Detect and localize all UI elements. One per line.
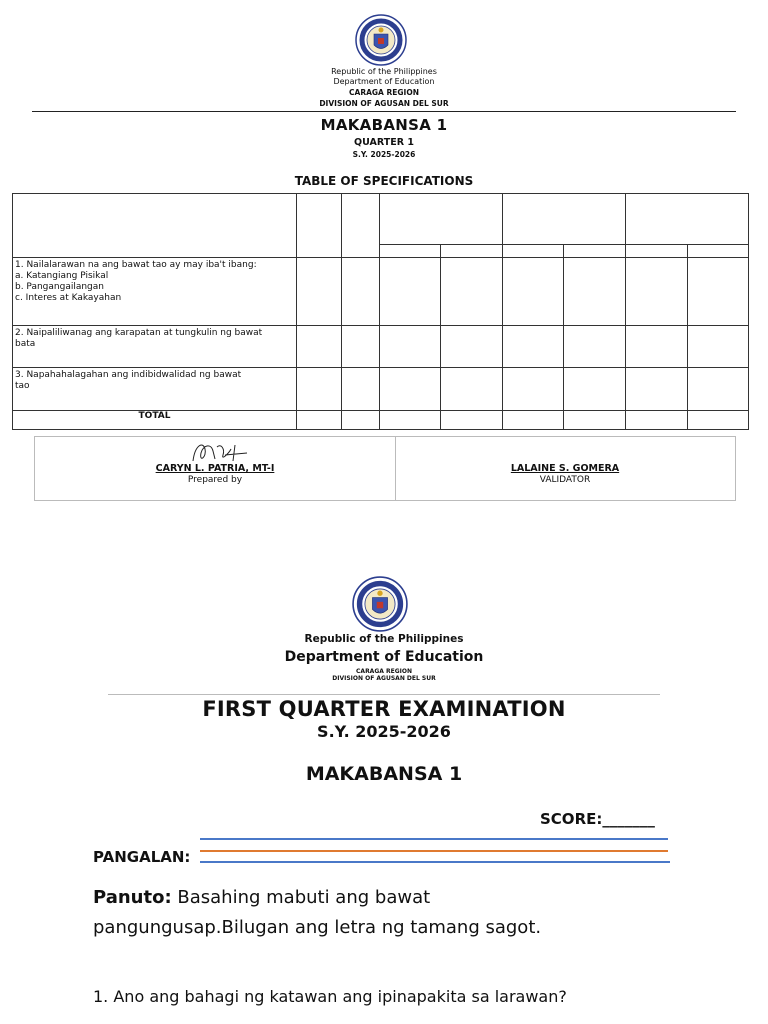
competency-line: 2. Naipaliliwanag ang karapatan at tungkulin ng bawat — [15, 328, 263, 338]
table-cell — [503, 368, 564, 411]
table-cell — [626, 258, 688, 326]
competency-line: c. Interes at Kakayahan — [15, 293, 122, 303]
region-text: CARAGA REGION — [356, 668, 412, 675]
header-rule — [32, 111, 736, 112]
exam-subject: MAKABANSA 1 — [305, 763, 463, 785]
department-text: Department of Education — [284, 649, 484, 665]
table-cell — [564, 326, 626, 368]
competency-line: bata — [15, 339, 36, 349]
table-cell — [342, 368, 380, 411]
division-text: DIVISION OF AGUSAN DEL SUR — [332, 675, 436, 682]
table-cell — [380, 368, 441, 411]
table-cell — [564, 368, 626, 411]
question-1: 1. Ano ang bahagi ng katawan ang ipinapakita sa larawan? — [93, 987, 567, 1006]
signature-box — [34, 436, 736, 501]
table-cell — [503, 326, 564, 368]
exam-title: FIRST QUARTER EXAMINATION — [202, 697, 566, 721]
header-cell — [503, 194, 626, 245]
table-cell — [297, 258, 342, 326]
subheader-cell — [503, 245, 564, 258]
division-text: DIVISION OF AGUSAN DEL SUR — [319, 99, 449, 108]
table-cell — [564, 258, 626, 326]
table-cell — [564, 411, 626, 430]
table-cell — [380, 411, 441, 430]
competency-line: 1. Nailalarawan na ang bawat tao ay may iba't ibang: — [15, 260, 257, 270]
republic-text: Republic of the Philippines — [304, 633, 464, 645]
competency-cell — [13, 258, 297, 326]
table-cell — [503, 411, 564, 430]
exam-school-year: S.Y. 2025-2026 — [317, 722, 451, 741]
table-cell — [688, 368, 749, 411]
validator-name: LALAINE S. GOMERA — [510, 463, 620, 474]
deped-seal-icon — [355, 14, 407, 66]
instructions-text-2: pangungusap.Bilugan ang letra ng tamang sagot. — [93, 917, 542, 938]
deped-seal-icon — [352, 576, 408, 632]
subheader-cell — [564, 245, 626, 258]
region-text: CARAGA REGION — [349, 88, 419, 97]
validator-role: VALIDATOR — [539, 475, 591, 485]
instructions-label: Panuto: — [93, 887, 172, 908]
table-cell — [688, 326, 749, 368]
total-label: TOTAL — [13, 411, 297, 430]
instructions — [93, 883, 693, 943]
subheader-cell — [626, 245, 688, 258]
table-cell — [626, 368, 688, 411]
table-row — [13, 368, 749, 411]
subheader-cell — [441, 245, 503, 258]
preparer-name: CARYN L. PATRIA, MT-I — [155, 463, 275, 474]
table-cell — [688, 258, 749, 326]
name-line-top — [200, 838, 668, 840]
table-cell — [297, 368, 342, 411]
competency-line: a. Katangiang Pisikal — [15, 271, 109, 281]
subheader-cell — [688, 245, 749, 258]
tos-subject-title: MAKABANSA 1 — [320, 116, 448, 134]
header-cell — [297, 194, 342, 258]
table-cell — [441, 258, 503, 326]
instructions-text-1: Basahing mabuti ang bawat — [171, 887, 431, 908]
competency-line: b. Pangangailangan — [15, 282, 104, 292]
table-cell — [342, 411, 380, 430]
signature-divider — [395, 437, 396, 500]
table-cell — [342, 258, 380, 326]
competency-cell — [13, 326, 297, 368]
header-rule — [108, 694, 660, 695]
name-line-middle — [200, 850, 668, 852]
score-label: SCORE:_______ — [540, 810, 655, 828]
preparer-role: Prepared by — [187, 475, 243, 485]
table-header-row — [13, 194, 749, 245]
tos-quarter: QUARTER 1 — [354, 137, 414, 148]
header-cell — [13, 194, 297, 258]
header-cell — [380, 194, 503, 245]
table-cell — [342, 326, 380, 368]
table-row — [13, 326, 749, 368]
competency-line: tao — [15, 381, 30, 391]
table-cell — [441, 368, 503, 411]
header-cell — [626, 194, 749, 245]
specifications-table — [12, 193, 749, 430]
table-row — [13, 258, 749, 326]
tos-title: TABLE OF SPECIFICATIONS — [294, 174, 474, 188]
table-cell — [380, 258, 441, 326]
table-cell — [441, 326, 503, 368]
tos-school-year: S.Y. 2025-2026 — [352, 150, 416, 159]
table-cell — [503, 258, 564, 326]
pangalan-label: PANGALAN: — [93, 848, 191, 866]
table-cell — [441, 411, 503, 430]
total-row — [13, 411, 749, 430]
table-cell — [297, 326, 342, 368]
table-cell — [626, 326, 688, 368]
table-cell — [297, 411, 342, 430]
competency-cell — [13, 368, 297, 411]
table-cell — [380, 326, 441, 368]
competency-line: 3. Napahahalagahan ang indibidwalidad ng bawat — [15, 370, 242, 380]
name-line-bottom — [200, 861, 670, 863]
table-cell — [626, 411, 688, 430]
subheader-cell — [380, 245, 441, 258]
table-cell — [688, 411, 749, 430]
header-cell — [342, 194, 380, 258]
department-text: Department of Education — [333, 77, 435, 86]
republic-text: Republic of the Philippines — [331, 67, 437, 76]
